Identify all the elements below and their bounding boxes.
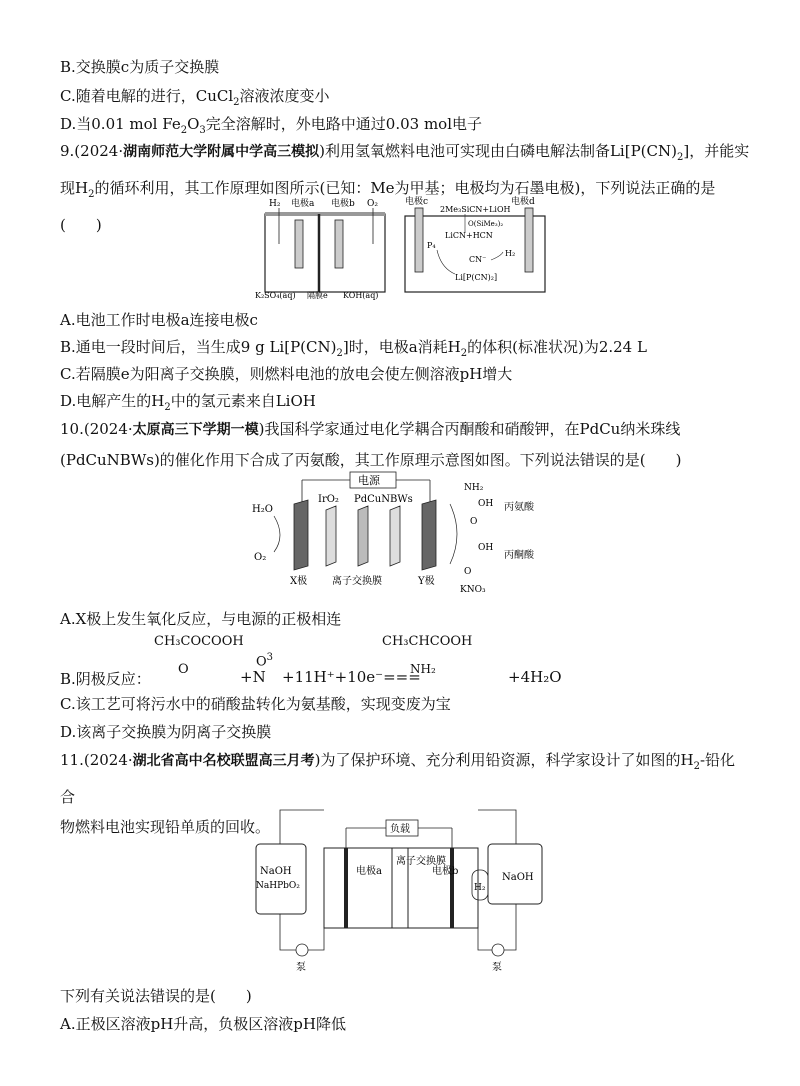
label-pump-right: 泵 (492, 962, 502, 973)
label-naoh-right: NaOH (502, 872, 534, 883)
pdcu-plate (390, 506, 400, 566)
reaction-byproduct: O(SiMe₃)₂ (468, 220, 504, 228)
electrode-y (422, 500, 436, 570)
q11-stem: 11.(2024·湖北省高中名校联盟高三月考)为了保护环境、充分利用铅资源，科学家设计了如图的$H_2-$铅化合 物燃料电池实现铅单质的回收。 (60, 751, 736, 836)
label-o2: O₂ (254, 552, 267, 563)
label-electrode-c: 电极c (405, 197, 429, 207)
right-pump-icon (492, 944, 504, 956)
label-membrane-e: 隔膜e (307, 291, 328, 300)
label-k2so4: K₂SO₄(aq) (255, 291, 296, 300)
label-h2: H₂ (474, 883, 486, 893)
left-pipe-top (280, 810, 324, 844)
q10-option-c: C.该工艺可将污水中的硝酸盐转化为氨基酸，实现变废为宝 (60, 695, 451, 713)
reaction-middle: +11H⁺+10e⁻=== (282, 668, 421, 686)
right-pipe-bottom (478, 904, 516, 950)
fuel-cell-tank (265, 214, 385, 292)
label-y-electrode: Y极 (418, 576, 435, 587)
product-nh2: NH₂ (410, 662, 436, 676)
q9-option-b: B.通电一段时间后，当生成9 g $Li[P(CN)_2]$时，电极a消耗$H_2$的体积(标准状况)为2.24 L (60, 338, 647, 359)
label-p4: P₄ (427, 241, 436, 250)
arrow-h2 (491, 252, 503, 260)
q11-source: 湖北省高中名校联盟高三月考 (132, 753, 315, 769)
q8-option-c: C.随着电解的进行，CuCl$_2$溶液浓度变小 (60, 87, 330, 108)
electrode-a (295, 220, 303, 268)
label-ion-membrane: 离子交换膜 (396, 856, 446, 867)
label-cn: CN⁻ (469, 255, 487, 264)
label-x-electrode: X极 (290, 576, 308, 587)
label-h2: H₂ (269, 199, 281, 209)
label-pyruvic: 丙酮酸 (504, 550, 534, 561)
label-electrode-b: 电极b (331, 199, 355, 209)
arrow-p4 (437, 250, 455, 274)
reaction-intermediate: LiCN+HCN (445, 231, 493, 240)
q8-option-b: B.交换膜c为质子交换膜 (60, 58, 220, 76)
q9-figure (255, 194, 555, 300)
label-nh2: NH₂ (464, 483, 484, 493)
electrode-c (415, 208, 423, 272)
label-alanine-o: O (470, 517, 478, 527)
label-naoh-left: NaOH (260, 866, 292, 877)
q10-stem: 10.(2024·太原高三下学期一模)我国科学家通过电化学耦合丙酮酸和硝酸钾，在PdCu纳米珠线 (PdCuNBWs)的催化作用下合成了丙氨酸，其工作原理示意图如图。下列说法错误的是( ) (60, 420, 682, 469)
electrode-b-plate (450, 848, 454, 928)
arrow-reduction (450, 504, 457, 564)
q9-option-a: A.电池工作时电极a连接电极c (60, 311, 258, 329)
label-o2: O₂ (367, 199, 378, 209)
label-h2-out: H₂ (505, 249, 516, 258)
label-pump-left: 泵 (296, 962, 306, 973)
left-reservoir (256, 844, 306, 914)
iro2-plate (326, 506, 336, 566)
fuel-cell-lid (265, 212, 385, 216)
label-alanine-oh: OH (478, 499, 494, 509)
label-membrane: 离子交换膜 (332, 576, 382, 587)
q10-option-b (60, 632, 760, 692)
label-kno3: KNO₃ (460, 585, 486, 594)
q9-source: 湖南师范大学附属中学高三模拟 (123, 144, 320, 160)
q10-source: 太原高三下学期一模 (132, 422, 259, 438)
q9-option-d: D.电解产生的$H_2$中的氢元素来自LiOH (60, 392, 316, 413)
electrode-d (525, 208, 533, 272)
arrow-water-oxidation (274, 516, 280, 552)
q8-option-d: D.当0.01 mol $Fe_2O_3$完全溶解时，外电路中通过0.03 mol电子 (60, 115, 483, 136)
label-nahpbo2: NaHPbO₂ (256, 881, 300, 891)
ion-exchange-membrane (358, 506, 368, 566)
q11-question: 下列有关说法错误的是( ) (60, 987, 252, 1005)
cathode-label: B.阴极反应： (60, 670, 151, 688)
label-electrode-b: 电极b (432, 866, 459, 877)
nitrate-o3: $O^3$ (256, 652, 274, 670)
label-pyruvic-o: O (464, 567, 472, 577)
electrode-b (335, 220, 343, 268)
label-load: 负载 (390, 824, 410, 835)
reactant-formula: CH₃COCOOH (154, 634, 244, 649)
q11-figure (240, 800, 560, 980)
label-electrode-d: 电极d (511, 197, 535, 207)
label-h2o: H₂O (252, 504, 273, 515)
left-pump-icon (296, 944, 308, 956)
label-koh: KOH(aq) (343, 291, 379, 300)
reaction-water: +4H₂O (508, 668, 562, 686)
right-pipe-top (478, 810, 516, 844)
label-alanine: 丙氨酸 (504, 502, 534, 513)
label-iro2: IrO₂ (318, 494, 339, 505)
reactant-carbonyl-o: O (178, 662, 189, 677)
q10-option-a: A.X极上发生氧化反应，与电源的正极相连 (60, 610, 342, 628)
q9-stem: 9.(2024·湖南师范大学附属中学高三模拟)利用氢氧燃料电池可实现由白磷电解法制备$Li[P(CN)_2]$，并能实 现$H_2$的循环利用，其工作原理如图所示(已知：Me为甲基；电极均为石墨电极)，下列说法正确的是( ) (60, 142, 750, 234)
label-electrode-a: 电极a (291, 199, 315, 209)
electrode-x (294, 500, 308, 570)
q11-option-a: A.正极区溶液pH升高，负极区溶液pH降低 (60, 1015, 346, 1033)
label-electrode-a: 电极a (356, 866, 382, 877)
nitrate-n: +N (240, 668, 266, 686)
label-product: Li[P(CN)₂] (455, 273, 498, 282)
product-formula: CH₃CHCOOH (382, 634, 473, 649)
q9-option-c: C.若隔膜e为阳离子交换膜，则燃料电池的放电会使左侧溶液pH增大 (60, 365, 513, 383)
q10-option-d: D.该离子交换膜为阴离子交换膜 (60, 723, 272, 741)
reaction-reactants: 2Me₃SiCN+LiOH (440, 205, 511, 214)
electrode-a-plate (344, 848, 348, 928)
label-pdcu: PdCuNBWs (354, 494, 413, 505)
label-pyruvic-oh: OH (478, 543, 494, 553)
label-power-source: 电源 (358, 474, 380, 487)
q10-figure (250, 470, 540, 594)
